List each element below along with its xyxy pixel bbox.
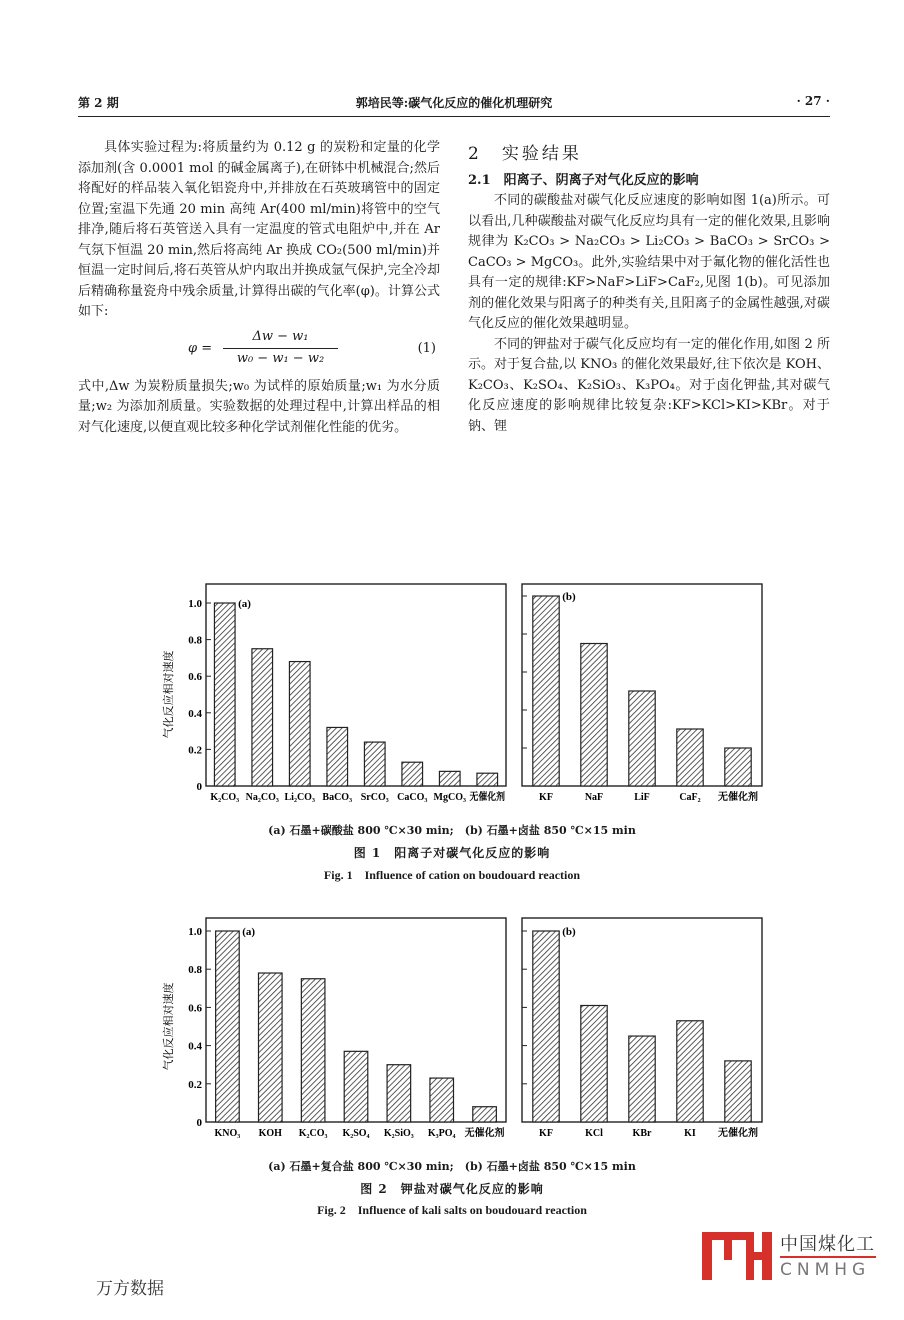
header-rule <box>78 116 830 117</box>
right-column <box>468 138 830 437</box>
bar <box>430 1078 454 1122</box>
figure-2-subcaption: (a) 石墨+复合盐 800 ℃×30 min; (b) 石墨+卤盐 850 ℃×15 min <box>268 1160 636 1173</box>
bar <box>327 727 348 786</box>
panel-label: (b) <box>562 926 576 938</box>
figure-1-subcaption: (a) 石墨+碳酸盐 800 ℃×30 min; (b) 石墨+卤盐 850 ℃×15 min <box>268 824 636 837</box>
left-column <box>78 138 440 438</box>
figure-2-caption-en: Fig. 2 Influence of kali salts on boudouard reaction <box>317 1203 587 1217</box>
y-tick-label: 0.8 <box>188 634 202 647</box>
x-tick-label: 无催化剂 <box>464 1128 505 1139</box>
y-tick-label: 0.4 <box>188 1040 202 1053</box>
figure-2-caption-cn: 图 2 钾盐对碳气化反应的影响 <box>360 1182 544 1196</box>
bar <box>725 1061 751 1122</box>
y-tick-label: 0 <box>196 781 202 793</box>
x-tick-label: CaCO₃ <box>397 792 428 803</box>
y-tick-label: 0.8 <box>188 964 202 977</box>
x-tick-label: K₂CO₃ <box>210 792 240 803</box>
x-tick-label: BaCO₃ <box>322 792 353 803</box>
x-tick-label: KI <box>684 1128 696 1139</box>
figure-2 <box>150 912 770 1147</box>
x-tick-label: KNO₃ <box>214 1128 241 1139</box>
bar <box>533 596 559 786</box>
chart-panel <box>161 918 506 1139</box>
y-tick-label: 1.0 <box>188 926 202 938</box>
running-title: 郭培民等:碳气化反应的催化机理研究 <box>355 96 553 110</box>
chart-panel <box>522 918 762 1139</box>
equation-lhs: φ = <box>188 340 213 356</box>
bar <box>473 1107 497 1122</box>
x-tick-label: K₂CO₃ <box>298 1128 328 1139</box>
subsection-heading: 2.1 阳离子、阴离子对气化反应的影响 <box>468 172 699 188</box>
equation-fraction <box>223 327 338 370</box>
y-tick-label: 0.2 <box>188 1078 202 1091</box>
x-tick-label: KBr <box>632 1128 652 1139</box>
x-tick-label: Na₂CO₃ <box>245 792 279 803</box>
bar <box>252 649 273 786</box>
issue-label: 第 2 期 <box>78 96 119 110</box>
figure-1 <box>150 580 770 815</box>
x-tick-label: 无催化剂 <box>469 792 510 803</box>
logo-name-en: CNMHG <box>780 1260 871 1280</box>
x-tick-label: 无催化剂 <box>718 1128 758 1139</box>
section-heading: 2 实验结果 <box>468 144 582 164</box>
x-tick-label: K₂SiO₃ <box>383 1128 414 1139</box>
plot-frame <box>206 584 506 786</box>
bar <box>216 931 240 1122</box>
y-tick-label: 1.0 <box>188 598 202 610</box>
bar <box>439 771 460 786</box>
bar <box>387 1065 411 1122</box>
x-tick-label: K₃PO₄ <box>427 1128 456 1139</box>
equation-1 <box>78 327 440 373</box>
figure-1-caption-en: Fig. 1 Influence of cation on boudouard reaction <box>323 868 581 882</box>
x-tick-label: MgCO₃ <box>433 792 466 803</box>
x-tick-label: CaF₂ <box>679 792 701 803</box>
figure-2-charts <box>150 912 770 1147</box>
y-tick-label: 0.4 <box>188 707 202 720</box>
bar <box>629 691 655 786</box>
source-watermark: 万方数据 <box>96 1279 164 1299</box>
bar <box>214 603 235 786</box>
paragraph-definitions: 式中,Δw 为炭粉质量损失;w₀ 为试样的原始质量;w₁ 为水分质量;w₂ 为添加剂质量。实验数据的处理过程中,计算出样品的相对气化速度,以便直观比较多种化学试剂催化性能的优劣。 <box>78 378 440 435</box>
x-tick-label: KF <box>539 1128 553 1139</box>
bar <box>677 729 703 786</box>
y-tick-label: 0.6 <box>188 1002 202 1015</box>
y-axis-label: 气化反应相对速度 <box>162 982 175 1071</box>
y-tick-label: 0.6 <box>188 671 202 684</box>
running-header <box>78 92 830 114</box>
panel-label: (a) <box>242 926 256 938</box>
page-number: · 27 · <box>796 94 830 108</box>
x-tick-label: 无催化剂 <box>718 792 758 803</box>
bar <box>344 1051 368 1122</box>
logo-name-cn: 中国煤化工 <box>780 1234 875 1255</box>
x-tick-label: KF <box>539 792 553 803</box>
mh-logo-mark-icon <box>700 1230 776 1282</box>
bar <box>289 662 310 786</box>
bar <box>581 644 607 787</box>
x-tick-label: K₂SO₄ <box>342 1128 370 1139</box>
bar <box>677 1021 703 1122</box>
x-tick-label: KOH <box>258 1128 282 1139</box>
x-tick-label: LiF <box>634 792 650 803</box>
bar <box>259 973 283 1122</box>
x-tick-label: Li₂CO₃ <box>284 792 315 803</box>
logo-rule <box>780 1256 876 1258</box>
paragraph-carbonates: 不同的碳酸盐对碳气化反应速度的影响如图 1(a)所示。可以看出,几种碳酸盐对碳气化反应均具有一定的催化效果,且影响规律为 K₂CO₃ > Na₂CO₃ > Li₂CO₃ > BaCO₃ > SrCO₃ > CaCO₃ > MgCO₃。此外,实验结果中对于氟化物的催化活性也具有一定的规律:KF>NaF>LiF>CaF₂,见图 1(b)。可见添加剂的催化效果与阳离子的种类有关,且阳离子的金属性越强,对碳气化反应的催化效果越明显。 <box>468 193 830 331</box>
panel-label: (a) <box>238 598 251 610</box>
figure-1-charts <box>150 580 770 815</box>
equation-number: (1) <box>417 340 436 356</box>
bar <box>629 1036 655 1122</box>
y-axis-label: 气化反应相对速度 <box>162 650 175 739</box>
x-tick-label: KCl <box>585 1128 603 1139</box>
figure-1-caption-cn: 图 1 阳离子对碳气化反应的影响 <box>353 846 551 860</box>
equation-numerator: Δw − w₁ <box>223 327 338 350</box>
bar <box>402 762 423 786</box>
cnmhg-watermark-logo <box>700 1228 890 1290</box>
bar <box>301 979 325 1122</box>
paragraph-potassium-salts: 不同的钾盐对于碳气化反应均有一定的催化作用,如图 2 所示。对于复合盐,以 KNO₃ 的催化效果最好,往下依次是 KOH、K₂CO₃、K₂SO₄、K₂SiO₃、K₃PO₄。对于卤化钾盐,其对碳气化反应速度的影响规律比较复杂:KF>KCl>KI>KBr。对于钠、锂 <box>468 336 830 434</box>
bar <box>533 931 559 1122</box>
y-tick-label: 0 <box>196 1117 202 1129</box>
x-tick-label: NaF <box>584 792 604 803</box>
bar <box>725 748 751 786</box>
bar <box>581 1005 607 1122</box>
y-tick-label: 0.2 <box>188 744 202 757</box>
panel-label: (b) <box>562 591 576 603</box>
equation-denominator: w₀ − w₁ − w₂ <box>236 351 325 366</box>
x-tick-label: SrCO₃ <box>360 792 389 803</box>
bar <box>477 773 498 786</box>
paragraph-procedure: 具体实验过程为:将质量约为 0.12 g 的炭粉和定量的化学添加剂(含 0.0001 mol 的碱金属离子),在研钵中机械混合;然后将配好的样品装入氧化铝瓷舟中,并排放在石英玻璃管中的固定位置;室温下先通 20 min 高纯 Ar(400 ml/min)将管中的空气排净,随后将石英管送入具有一定温度的管式电阻炉中,并在 Ar 气氛下恒温 20 min,然后将高纯 Ar 换成 CO₂(500 ml/min)并恒温一定时间后,将石英管从炉内取出并换成氩气保护,完全冷却后精确称量瓷舟中残余质量,计算得出碳的气化率(φ)。计算公式如下: <box>78 140 440 319</box>
chart-panel <box>161 584 510 803</box>
bar <box>364 742 385 786</box>
chart-panel <box>522 584 762 803</box>
